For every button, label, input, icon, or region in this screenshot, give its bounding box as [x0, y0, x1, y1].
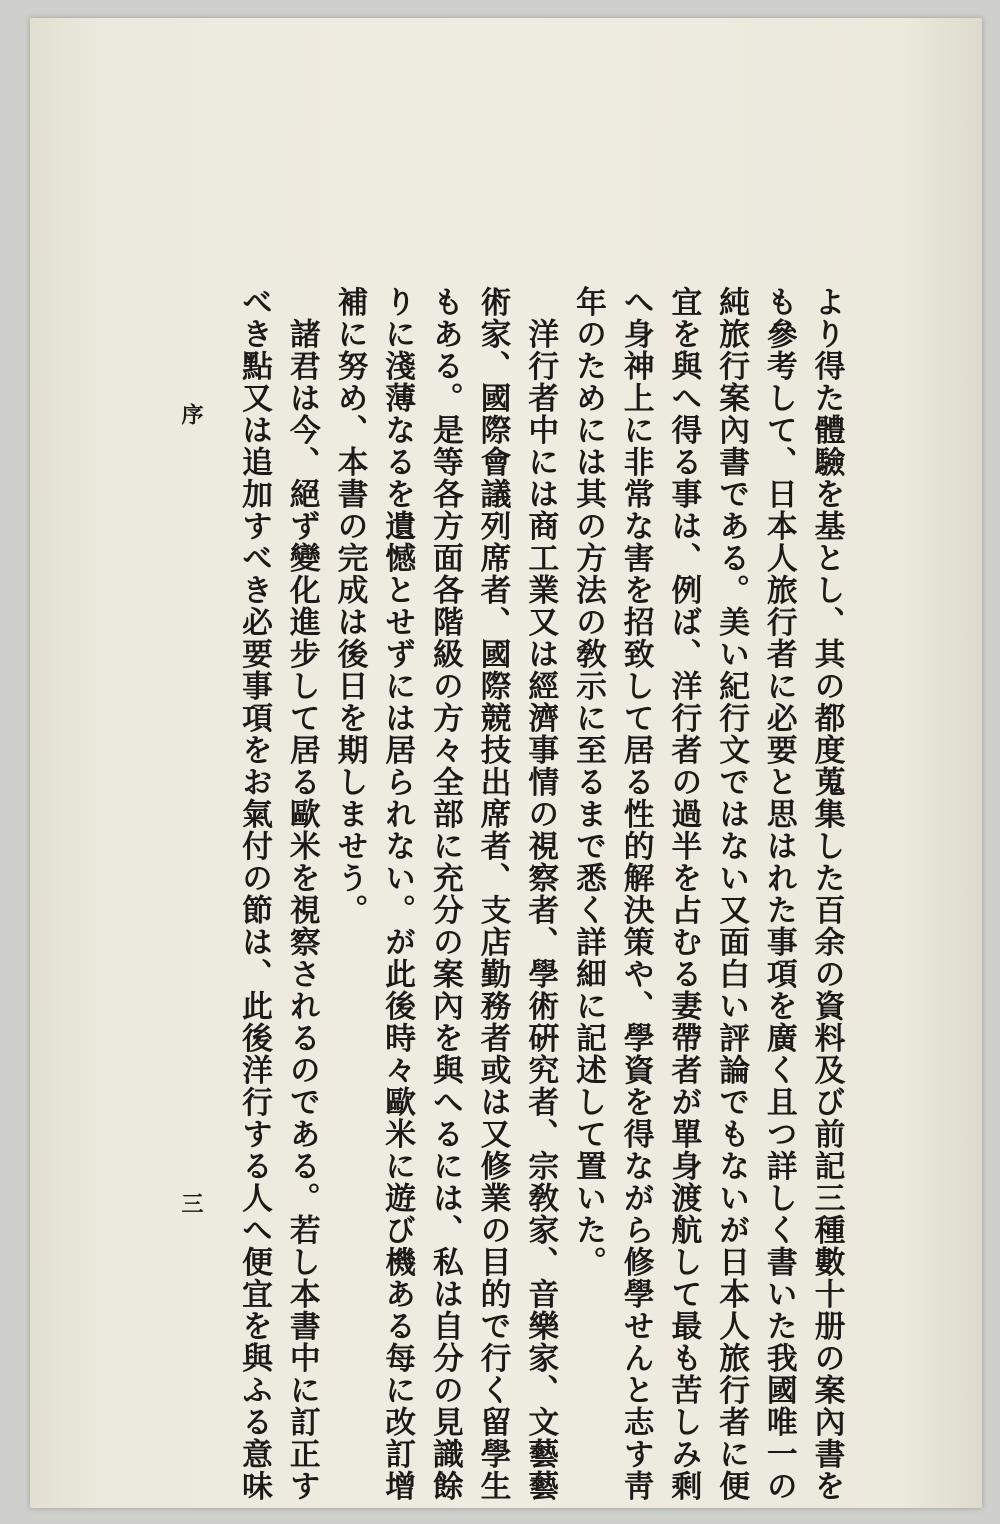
text-line: へ身神上に非常な害を招致して居る性的解決策や、學資を得ながら修學せんと志す靑	[618, 286, 655, 1502]
text-line: より得た體驗を基とし、其の都度蒐集した百余の資料及び前記三種數十册の案內書を	[809, 286, 845, 1502]
book-page	[30, 18, 982, 1508]
text-line: 洋行者中には商工業又は經濟事情の視察者、學術硏究者、宗敎家、音樂家、文藝藝	[522, 286, 559, 1502]
text-line: 年のためには其の方法の敎示に至るまで悉く詳細に記述して置いた。	[570, 286, 607, 1278]
text-line: 宜を與へ得る事は、例ば、洋行者の過半を占むる妻帶者が單身渡航して最も苦しみ剩	[665, 286, 702, 1502]
text-line: もある。是等各方面各階級の方々全部に充分の案內を與へるには、私は自分の見識餘	[427, 286, 464, 1502]
text-line: べき點又は追加すべき必要事項をお氣付の節は、此後洋行する人へ便宜を與ふる意味	[236, 286, 273, 1502]
preface-body-text	[230, 286, 850, 1502]
text-line: 諸君は今、絕ず變化進步して居る歐米を視察されるのである。若し本書中に訂正す	[284, 286, 321, 1502]
text-line: りに淺薄なるを遺憾とせずには居られない。が此後時々歐米に遊び機ある每に改訂增	[379, 286, 416, 1502]
page-number: 三	[178, 1192, 204, 1214]
text-line: 術家、國際會議列席者、國際競技出席者、支店勤務者或は又修業の目的で行く留學生	[475, 286, 512, 1502]
running-head-title: 序	[178, 403, 204, 425]
text-line: も參考して、日本人旅行者に必要と思はれた事項を廣く且つ詳しく書いた我國唯一の	[761, 286, 798, 1502]
text-line: 純旅行案內書である。美い紀行文ではない又面白い評論でもないが日本人旅行者に便	[713, 286, 750, 1502]
text-line: 補に努め、本書の完成は後日を期しませう。	[331, 286, 368, 926]
